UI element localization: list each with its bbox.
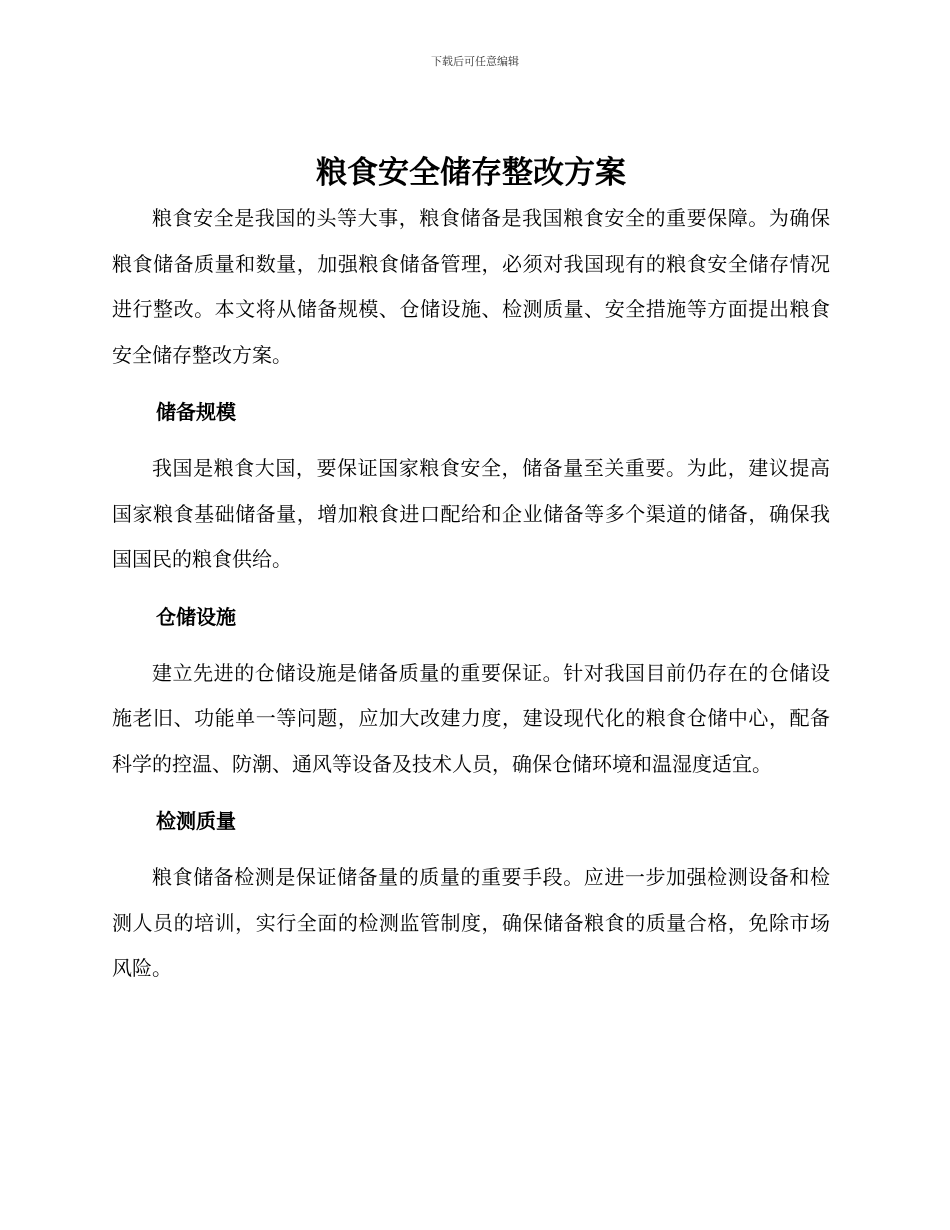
section-heading: 检测质量 bbox=[156, 809, 236, 833]
section-paragraph: 粮食储备检测是保证储备量的质量的重要手段。应进一步加强检测设备和检测人员的培训，实行全面的检测监管制度，确保储备粮食的质量合格，免除市场风险。 bbox=[112, 865, 830, 980]
section-quality-inspection bbox=[112, 799, 830, 992]
section-storage-facilities bbox=[112, 595, 830, 788]
document-body bbox=[112, 150, 830, 992]
section-heading: 仓储设施 bbox=[156, 604, 236, 629]
section-paragraph: 我国是粮食大国，要保证国家粮食安全，储备量至关重要。为此，建议提高国家粮食基础储备量，增加粮食进口配给和企业储备等多个渠道的储备，确保我国国民的粮食供给。 bbox=[112, 456, 830, 571]
section-paragraph: 建立先进的仓储设施是储备质量的重要保证。针对我国目前仍存在的仓储设施老旧、功能单一等问题，应加大改建力度，建设现代化的粮食仓储中心，配备科学的控温、防潮、通风等设备及技术人员，确保仓储环境和温湿度适宜。 bbox=[112, 660, 830, 776]
section-reserve-scale bbox=[112, 390, 830, 583]
section-heading: 储备规模 bbox=[156, 400, 236, 424]
document-title: 粮食安全储存整改方案 bbox=[316, 155, 626, 191]
header-note: 下载后可任意编辑 bbox=[431, 55, 519, 68]
intro-paragraph: 粮食安全是我国的头等大事，粮食储备是我国粮食安全的重要保障。为确保粮食储备质量和数量，加强粮食储备管理，必须对我国现有的粮食安全储存情况进行整改。本文将从储备规模、仓储设施、检测质量、安全措施等方面提出粮食安全储存整改方案。 bbox=[112, 206, 830, 367]
